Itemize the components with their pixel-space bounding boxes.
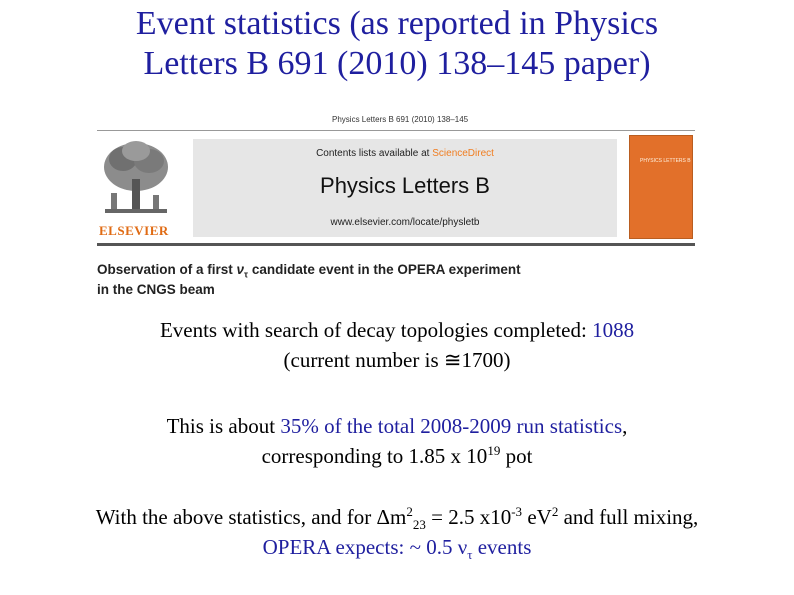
title-line-2: Letters B 691 (2010) 138–145 paper) <box>143 45 651 82</box>
contents-line <box>193 148 617 159</box>
stat-run-fraction <box>0 411 794 471</box>
elsevier-wordmark: ELSEVIER <box>99 223 169 238</box>
article-title <box>97 260 697 300</box>
cover-title: PHYSICS LETTERS B <box>640 158 691 164</box>
article-title-line-2: in the CNGS beam <box>97 282 215 297</box>
stat1-line-2: (current number is ≅1700) <box>283 348 511 372</box>
stat3-line-1: With the above statistics, and for $\Delta m^2_{23} = 2.5$ $x10^{-3}$ $eV^2$ and full mixing, <box>95 504 699 533</box>
contents-prefix: Contents lists available at <box>316 148 433 159</box>
sciencedirect-link[interactable]: ScienceDirect <box>432 148 494 159</box>
run-fraction-highlight: 35% of the total 2008-2009 run statistics <box>280 414 623 438</box>
journal-name: Physics Letters B <box>320 173 490 198</box>
tree-icon <box>99 137 173 221</box>
title-line-1: Event statistics (as reported in Physics <box>135 5 659 42</box>
journal-reference: Physics Letters B 691 (2010) 138–145 <box>332 115 469 124</box>
stat2-line-1: This is about 35% of the total 2008-2009 run statistics, <box>166 414 628 438</box>
opera-expectation: OPERA expects: ~ 0.5 $\nu_\tau$ events <box>262 535 532 563</box>
article-title-line-1: Observation of a first $\nu_\tau$ candidate event in the OPERA experiment <box>97 262 521 280</box>
journal-header-box <box>97 130 695 246</box>
journal-clipping <box>97 112 697 302</box>
stat-events-completed <box>0 315 794 375</box>
journal-info-panel <box>193 139 617 237</box>
stat-expectation <box>0 502 794 562</box>
stat2-line-2: corresponding to 1.85 x $10^{19}$ pot <box>261 443 533 468</box>
journal-cover-image <box>629 135 693 239</box>
slide-title <box>0 4 794 84</box>
stat1-line-1: Events with search of decay topologies completed: 1088 <box>159 318 635 342</box>
events-count: 1088 <box>592 318 635 342</box>
journal-homepage-link[interactable]: www.elsevier.com/locate/physletb <box>330 217 480 228</box>
elsevier-logo <box>99 137 173 237</box>
